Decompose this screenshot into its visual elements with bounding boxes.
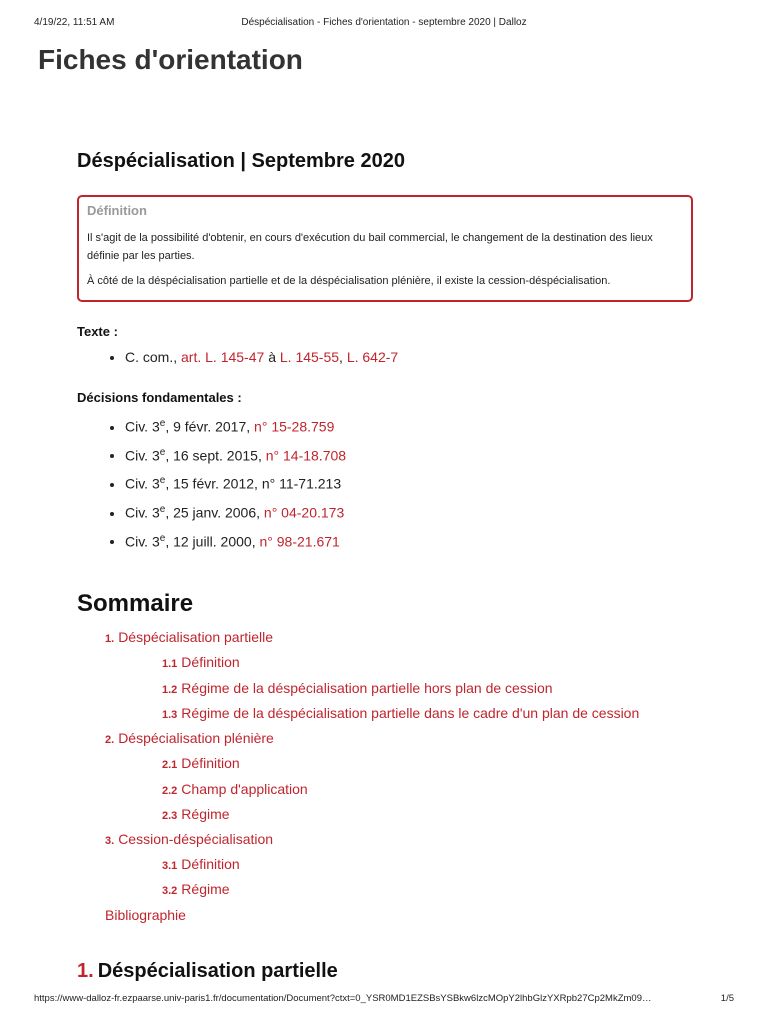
decision-date: , 25 janv. 2006, <box>165 504 264 521</box>
toc-item-number: 1.2 <box>162 683 178 696</box>
toc-item[interactable] <box>105 803 721 828</box>
toc-item[interactable] <box>105 651 721 676</box>
decision-court-ordinal: e <box>159 503 166 515</box>
texte-connector: à <box>268 349 276 365</box>
article-link[interactable]: L. 145-55 <box>279 349 340 365</box>
toc-item-label: Régime <box>181 881 230 898</box>
print-date: 4/19/22, 11:51 AM <box>34 17 115 28</box>
decision-item <box>125 468 693 497</box>
toc-item-label: Champ d'application <box>181 780 308 797</box>
section-number: 1. <box>77 959 94 982</box>
decision-link[interactable]: n° 15-28.759 <box>254 418 335 435</box>
toc-item-number: 1. <box>105 633 115 646</box>
print-url: https://www-dalloz-fr.ezpaarse.univ-paris1.fr/documentation/Document?ctxt=0_YSR0MD1EZSBsYSBkw6lzcMOpY2lhbGlzYXRpb27Cp2MkZm09… <box>34 993 652 1004</box>
decision-court-ordinal: e <box>159 446 166 458</box>
toc-item[interactable] <box>105 626 721 651</box>
toc-item[interactable] <box>105 677 721 702</box>
decision-court-ordinal: e <box>159 418 166 429</box>
main-content <box>77 150 693 983</box>
toc-item-label: Définition <box>181 856 240 873</box>
decision-date: , 16 sept. 2015, <box>165 447 266 464</box>
toc-item-number: 3.1 <box>162 860 178 873</box>
section-heading <box>77 960 693 983</box>
texte-separator: , <box>339 349 343 365</box>
decision-court-ordinal: e <box>159 532 166 544</box>
decision-link[interactable]: n° 04-20.173 <box>263 504 345 521</box>
toc-item-label: Régime de la déspécialisation partielle hors plan de cession <box>181 679 553 696</box>
toc-item-number: 3.2 <box>162 885 178 898</box>
toc-item-number: 1.3 <box>162 708 178 721</box>
toc-item-number: 2. <box>105 734 115 747</box>
definition-box-title: Définition <box>87 203 147 218</box>
toc-item-label: Déspécialisation plénière <box>118 730 274 747</box>
toc-item-number: 3. <box>105 834 115 847</box>
toc-item[interactable] <box>105 828 721 853</box>
toc-item-label: Définition <box>181 755 240 772</box>
definition-box <box>77 195 693 302</box>
toc-item-label: Définition <box>181 654 240 671</box>
decision-link[interactable]: n° 98-21.671 <box>259 533 340 550</box>
decision-item <box>125 440 693 469</box>
decision-court-ordinal: e <box>159 475 166 487</box>
print-footer <box>34 993 734 1007</box>
toc-item[interactable] <box>105 727 721 752</box>
toc-item-number: 1.1 <box>162 658 178 671</box>
decision-court: Civ. 3 <box>125 447 160 464</box>
toc-item[interactable] <box>105 904 721 927</box>
decision-item <box>125 497 693 526</box>
decisions-list <box>125 411 693 554</box>
texte-list <box>125 345 693 370</box>
toc-item[interactable] <box>105 702 721 727</box>
toc-item-number: 2.2 <box>162 784 178 797</box>
toc-item-number: 2.3 <box>162 809 178 822</box>
decision-date: , 9 févr. 2017, <box>165 418 255 435</box>
texte-label: Texte : <box>77 324 118 339</box>
decision-date: , 15 févr. 2012, <box>165 475 262 492</box>
toc-item-label: Déspécialisation partielle <box>118 629 274 646</box>
decision-court: Civ. 3 <box>125 504 160 521</box>
toc-item-label: Régime de la déspécialisation partielle dans le cadre d'un plan de cession <box>181 704 640 721</box>
definition-paragraph: Il s'agit de la possibilité d'obtenir, en cours d'exécution du bail commercial, le changement de la destination des lieux définie par les parties. <box>87 232 653 262</box>
decision-court: Civ. 3 <box>125 533 160 550</box>
table-of-contents <box>105 626 721 926</box>
decision-date: , 12 juill. 2000, <box>165 533 260 550</box>
list-item <box>125 345 693 370</box>
print-document-title: Déspécialisation - Fiches d'orientation - septembre 2020 | Dalloz <box>241 17 527 28</box>
decision-link[interactable]: n° 14-18.708 <box>265 447 347 464</box>
page-heading: Déspécialisation | Septembre 2020 <box>77 150 405 172</box>
article-link[interactable]: L. 642-7 <box>346 349 399 365</box>
toc-item[interactable] <box>105 752 721 777</box>
sommaire-heading: Sommaire <box>77 590 194 618</box>
decision-item <box>125 411 693 440</box>
print-header <box>34 17 734 31</box>
toc-item[interactable] <box>105 878 721 903</box>
site-title: Fiches d'orientation <box>38 44 303 75</box>
decisions-label: Décisions fondamentales : <box>77 390 242 405</box>
definition-paragraph: À côté de la déspécialisation partielle et de la déspécialisation plénière, il existe la cession-déspécialisation. <box>87 275 611 287</box>
decision-court: Civ. 3 <box>125 418 160 435</box>
toc-item-label: Cession-déspécialisation <box>118 830 274 847</box>
decision-reference: n° 11-71.213 <box>261 475 342 492</box>
toc-item-label: Bibliographie <box>105 906 186 923</box>
toc-item[interactable] <box>105 778 721 803</box>
toc-item[interactable] <box>105 853 721 878</box>
decision-court: Civ. 3 <box>125 475 160 492</box>
toc-item-label: Régime <box>181 805 230 822</box>
texte-prefix: C. com., <box>125 349 178 365</box>
section-title: Déspécialisation partielle <box>97 959 338 982</box>
toc-item-number: 2.1 <box>162 759 178 772</box>
article-link[interactable]: art. L. 145-47 <box>181 349 265 365</box>
page-number: 1/5 <box>720 993 734 1004</box>
decision-item <box>125 526 693 555</box>
